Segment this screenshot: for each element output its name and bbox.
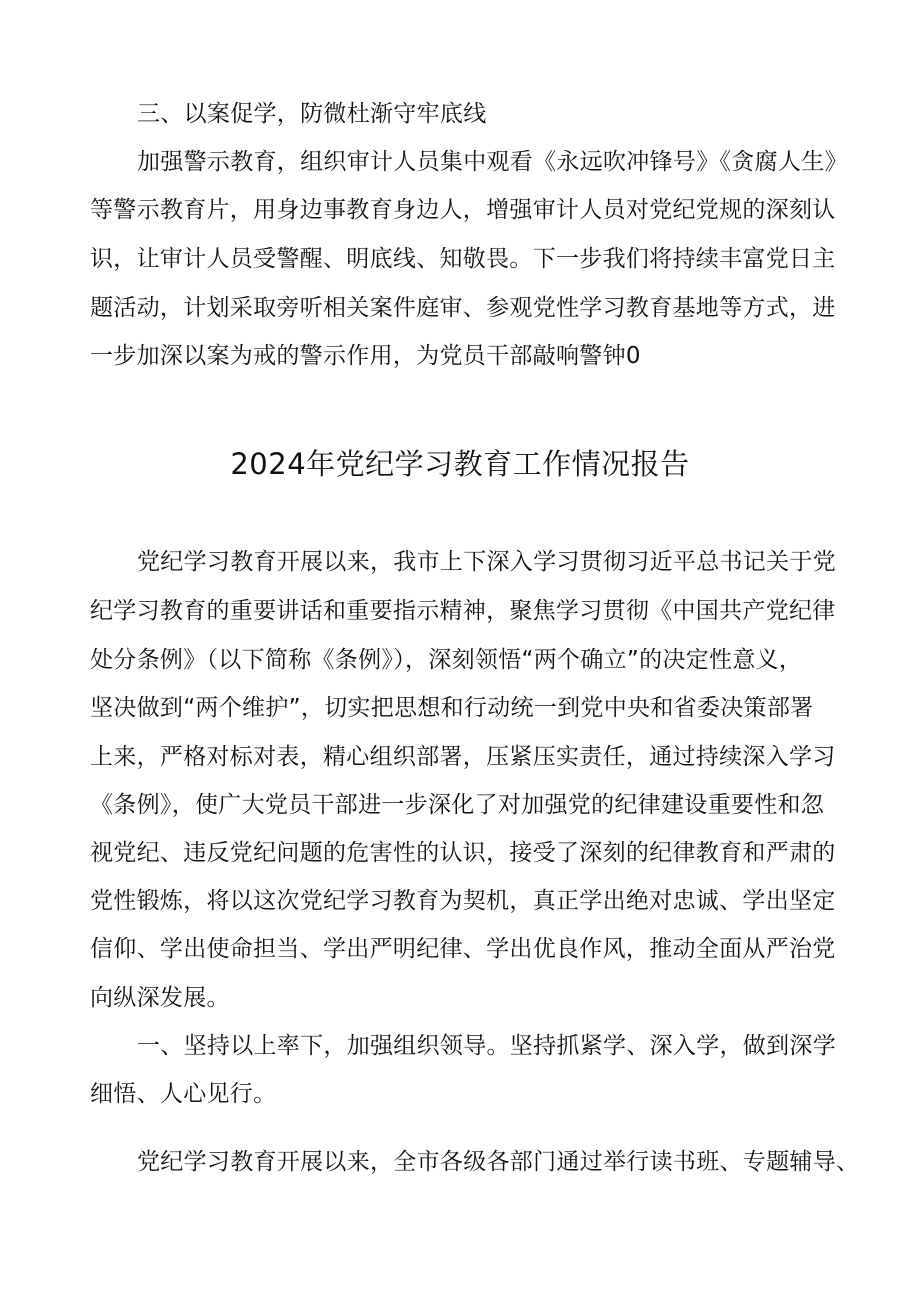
- paragraph-line: 向纵深发展。: [90, 985, 230, 1011]
- paragraph-line: 《条例》，使广大党员干部进一步深化了对加强党的纪律建设重要性和忽: [90, 792, 825, 818]
- paragraph-line: 题活动，计划采取旁听相关案件庭审、参观党性学习教育基地等方式，进: [90, 295, 836, 321]
- paragraph-line: 处分条例》（以下简称《条例》），深刻领悟“两个确立”的决定性意义，: [90, 647, 803, 673]
- paragraph-line: 党纪学习教育开展以来，我市上下深入学习贯彻习近平总书记关于党: [137, 549, 836, 575]
- paragraph-line: 信仰、学出使命担当、学出严明纪律、学出优良作风，推动全面从严治党: [90, 936, 836, 962]
- paragraph-line: 视党纪、违反党纪问题的危害性的认识，接受了深刻的纪律教育和严肃的: [90, 840, 836, 866]
- paragraph-line: 党纪学习教育开展以来，全市各级各部门通过举行读书班、专题辅导、: [137, 1149, 860, 1175]
- paragraph-line: 上来，严格对标对表，精心组织部署，压紧压实责任，通过持续深入学习: [90, 744, 836, 770]
- paragraph-line: 坚决做到“两个维护”，切实把思想和行动统一到党中央和省委决策部署: [90, 695, 814, 721]
- point-heading: 一、坚持以上率下，加强组织领导。坚持抓紧学、深入学，做到深学: [137, 1033, 836, 1059]
- paragraph-line: 党性锻炼，将以这次党纪学习教育为契机，真正学出绝对忠诚、学出坚定: [90, 888, 836, 914]
- section-heading: 三、以案促学，防微杜渐守牢底线: [137, 101, 487, 127]
- paragraph-line: 细悟、人心见行。: [90, 1081, 277, 1107]
- paragraph-line: 一步加深以案为戒的警示作用，为党员干部敲响警钟0: [90, 343, 641, 369]
- paragraph-line: 加强警示教育，组织审计人员集中观看《永远吹冲锋号》《贪腐人生》: [137, 149, 848, 175]
- paragraph-line: 等警示教育片，用身边事教育身边人，增强审计人员对党纪党规的深刻认: [90, 197, 836, 223]
- report-title: 2024年党纪学习教育工作情况报告: [230, 447, 690, 481]
- paragraph-line: 识，让审计人员受警醒、明底线、知敬畏。下一步我们将持续丰富党日主: [90, 246, 836, 272]
- paragraph-line: 纪学习教育的重要讲话和重要指示精神，聚焦学习贯彻《中国共产党纪律: [90, 598, 836, 624]
